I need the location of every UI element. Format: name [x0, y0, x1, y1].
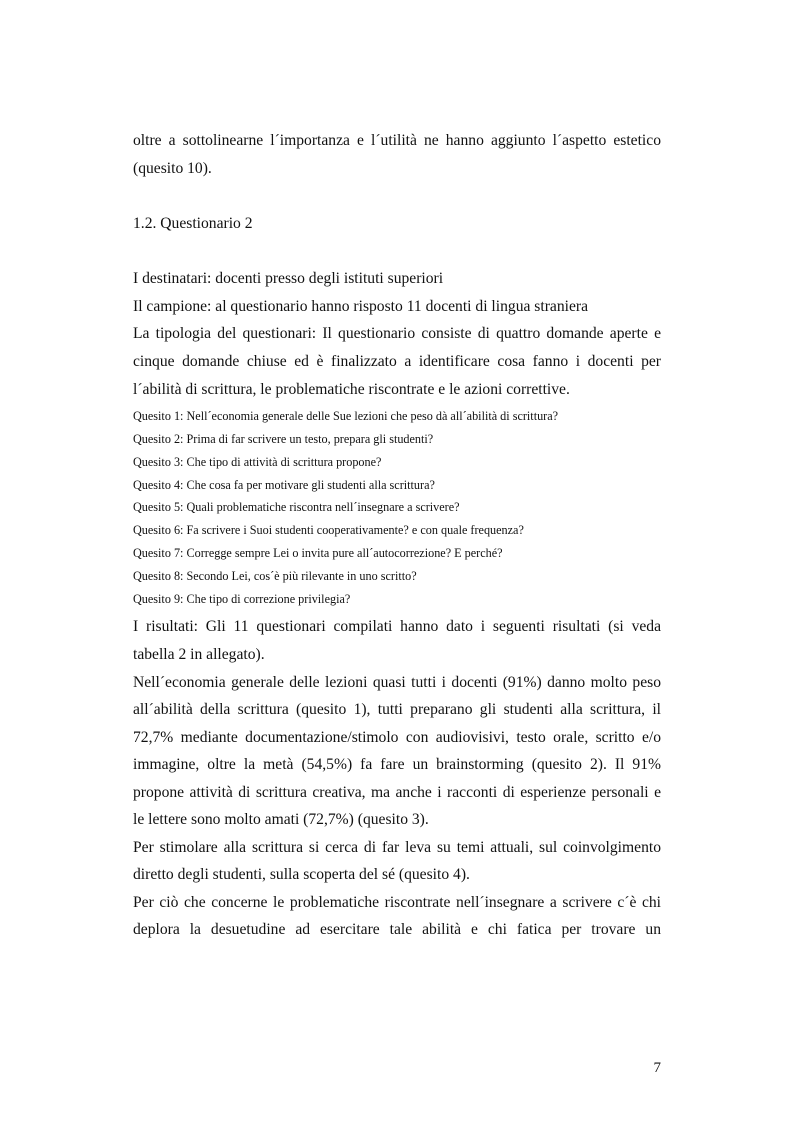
results-paragraph3-line: deplora la desuetudine ad esercitare tale abilità e chi fatica per trovare un — [133, 921, 661, 938]
results-paragraph2-line: Per stimolare alla scrittura si cerca di far leva su temi attuali, sul coinvolgimento — [133, 839, 661, 856]
continuation-line-2: (quesito 10). — [133, 160, 212, 177]
results-intro-line: I risultati: Gli 11 questionari compilati hanno dato i seguenti risultati (si veda — [133, 618, 661, 635]
intro-destinatari: I destinatari: docenti presso degli istituti superiori — [133, 270, 444, 287]
intro-tipologia-line: cinque domande chiuse ed è finalizzato a identificare cosa fanno i docenti per — [133, 353, 661, 370]
question-item: Quesito 9: Che tipo di correzione privilegia? — [133, 592, 351, 606]
results-paragraph3-line: Per ciò che concerne le problematiche riscontrate nell´insegnare a scrivere c´è chi — [133, 894, 661, 911]
results-paragraph1-line: le lettere sono molto amati (72,7%) (quesito 3). — [133, 811, 429, 828]
question-item: Quesito 5: Quali problematiche riscontra nell´insegnare a scrivere? — [133, 500, 460, 514]
section-heading: 1.2. Questionario 2 — [133, 215, 253, 232]
question-item: Quesito 3: Che tipo di attività di scrittura propone? — [133, 455, 382, 469]
results-paragraph2-line: diretto degli studenti, sulla scoperta del sé (quesito 4). — [133, 866, 470, 883]
question-item: Quesito 8: Secondo Lei, cos´è più rilevante in uno scritto? — [133, 569, 417, 583]
question-item: Quesito 6: Fa scrivere i Suoi studenti cooperativamente? e con quale frequenza? — [133, 523, 524, 537]
intro-tipologia-line: l´abilità di scrittura, le problematiche riscontrate e le azioni correttive. — [133, 381, 570, 398]
results-paragraph1-line: propone attività di scrittura creativa, ma anche i racconti di esperienze personali e — [133, 784, 661, 801]
question-item: Quesito 2: Prima di far scrivere un testo, prepara gli studenti? — [133, 432, 434, 446]
intro-tipologia-line: La tipologia del questionari: Il questionario consiste di quattro domande aperte e — [133, 325, 661, 342]
continuation-line-1: oltre a sottolinearne l´importanza e l´utilità ne hanno aggiunto l´aspetto estetico — [133, 132, 661, 149]
intro-campione: Il campione: al questionario hanno risposto 11 docenti di lingua straniera — [133, 298, 588, 315]
results-paragraph1-line: Nell´economia generale delle lezioni quasi tutti i docenti (91%) danno molto peso — [133, 674, 661, 691]
results-paragraph1-line: immagine, oltre la metà (54,5%) fa fare un brainstorming (quesito 2). Il 91% — [133, 756, 661, 773]
page-number: 7 — [653, 1060, 661, 1076]
results-paragraph1-line: all´abilità della scrittura (quesito 1), tutti preparano gli studenti alla scrittura, il — [133, 701, 661, 718]
question-item: Quesito 7: Corregge sempre Lei o invita pure all´autocorrezione? E perché? — [133, 546, 503, 560]
results-intro-line: tabella 2 in allegato). — [133, 646, 265, 663]
results-paragraph1-line: 72,7% mediante documentazione/stimolo con audiovisivi, testo orale, scritto e/o — [133, 729, 661, 746]
question-item: Quesito 1: Nell´economia generale delle Sue lezioni che peso dà all´abilità di scrittura? — [133, 409, 559, 423]
question-item: Quesito 4: Che cosa fa per motivare gli studenti alla scrittura? — [133, 478, 435, 492]
